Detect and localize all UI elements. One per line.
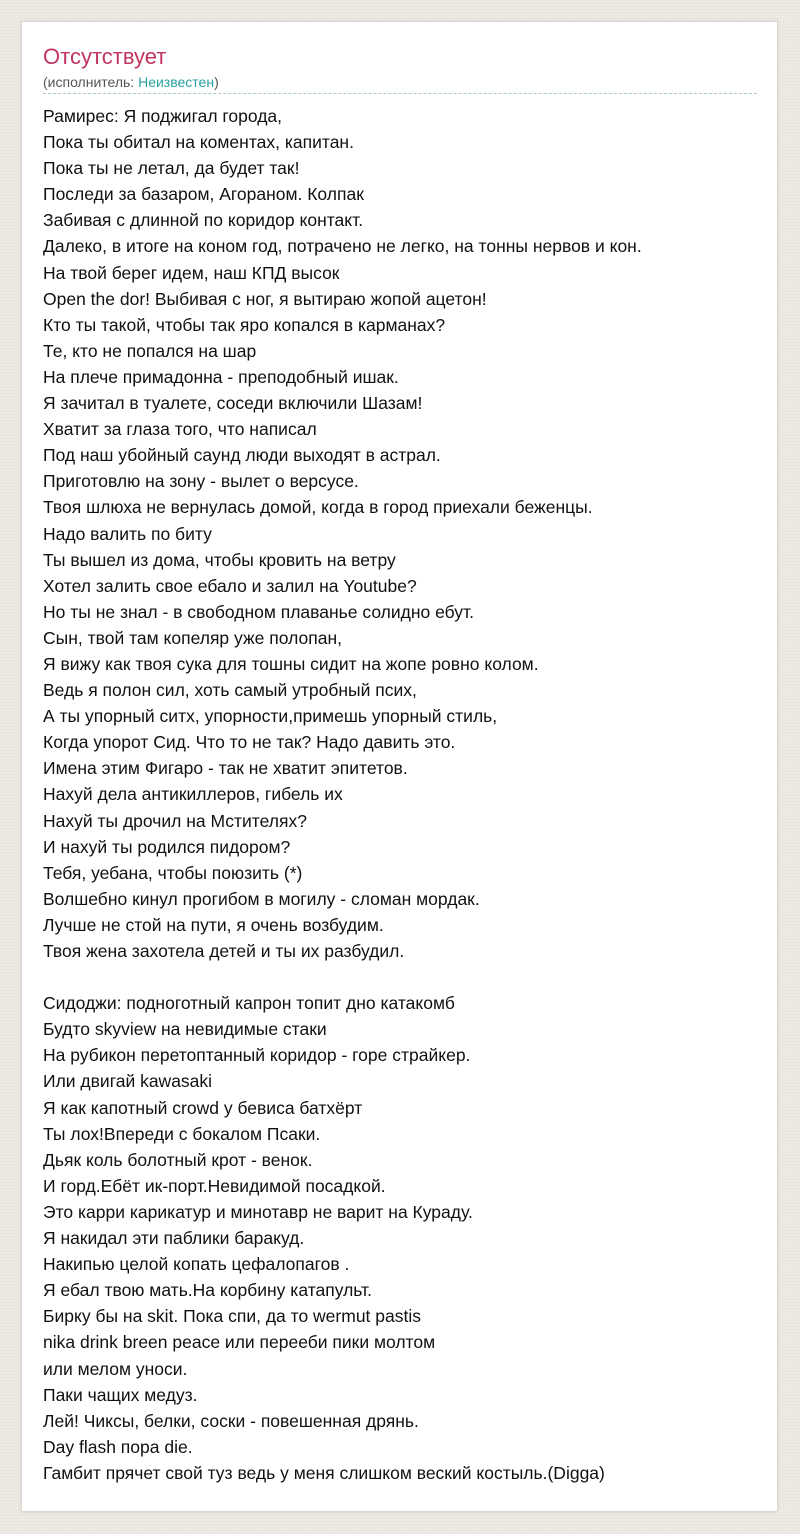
lyric-line: Day flash пора die. xyxy=(43,1436,193,1457)
title-divider xyxy=(43,93,757,94)
lyric-line: На плече примадонна - преподобный ишак. xyxy=(43,366,399,387)
lyric-line: Имена этим Фигаро - так не хватит эпитетов. xyxy=(43,758,408,779)
lyric-line: Это карри карикатур и минотавр не варит на Кураду. xyxy=(43,1201,473,1222)
lyric-line: Я как капотный crowd у бевиса батхёрт xyxy=(43,1097,363,1118)
lyric-line: Волшебно кинул прогибом в могилу - сломан мордак. xyxy=(43,888,480,909)
lyric-line: Но ты не знал - в свободном плаванье солидно ебут. xyxy=(43,601,474,622)
lyric-line: Я ебал твою мать.На корбину катапульт. xyxy=(43,1280,372,1301)
artist-suffix: ) xyxy=(214,74,219,90)
lyric-line: или мелом уноси. xyxy=(43,1358,188,1379)
lyric-line: Рамирес: Я поджигал города, xyxy=(43,106,283,126)
lyric-line: Ты вышел из дома, чтобы кровить на ветру xyxy=(43,549,396,570)
lyric-line: Приготовлю на зону - вылет о версусе. xyxy=(43,471,359,492)
lyric-line: Твоя шлюха не вернулась домой, когда в город приехали беженцы. xyxy=(43,497,593,518)
lyric-line: nika drink breen peace или перееби пики молтом xyxy=(43,1332,436,1353)
lyric-line: Нахуй ты дрочил на Мстителях? xyxy=(43,810,307,831)
lyric-line: Ведь я полон сил, хоть самый утробный псих, xyxy=(43,680,417,701)
blank-line xyxy=(43,964,767,990)
song-title: Отсутствует xyxy=(43,44,167,69)
lyric-line: Пока ты не летал, да будет так! xyxy=(43,158,300,179)
lyric-line: Лучше не стой на пути, я очень возбудим. xyxy=(43,914,384,935)
lyric-line: Последи за базаром, Агораном. Колпак xyxy=(43,184,364,205)
artist-line xyxy=(43,73,219,91)
lyric-line: Паки чащих медуз. xyxy=(43,1384,198,1405)
lyric-line: Дьяк коль болотный крот - венок. xyxy=(43,1149,313,1170)
lyric-line: А ты упорный ситх, упорности,примешь упорный стиль, xyxy=(43,706,498,727)
lyric-line: Гамбит прячет свой туз ведь у меня слишком веский костыль.(Digga) xyxy=(43,1462,605,1483)
lyric-line: Я вижу как твоя сука для тошны сидит на жопе ровно колом. xyxy=(43,653,539,674)
lyric-line: Я зачитал в туалете, соседи включили Шазам! xyxy=(43,393,423,414)
lyric-line: Далеко, в итоге на коном год, потрачено не легко, на тонны нервов и кон. xyxy=(43,236,642,257)
lyric-line: Пока ты обитал на коментах, капитан. xyxy=(43,132,354,153)
lyric-line: Нахуй дела антикиллеров, гибель их xyxy=(43,784,343,805)
artist-link[interactable]: Неизвестен xyxy=(138,74,215,90)
lyric-line: Лей! Чиксы, белки, соски - повешенная дрянь. xyxy=(43,1410,419,1431)
lyric-line: Под наш убойный саунд люди выходят в астрал. xyxy=(43,445,441,466)
lyric-line: Кто ты такой, чтобы так яро копался в карманах? xyxy=(43,314,446,335)
lyric-line: И нахуй ты родился пидором? xyxy=(43,836,291,857)
lyric-line: Бирку бы на skit. Пока спи, да то wermut pastis xyxy=(43,1306,421,1327)
lyric-line: И горд.Ебёт ик-порт.Невидимой посадкой. xyxy=(43,1175,386,1196)
lyric-line: Сын, твой там копеляр уже полопан, xyxy=(43,627,342,648)
lyric-line: Когда упорот Сид. Что то не так? Надо давить это. xyxy=(43,732,456,753)
lyric-line: Сидоджи: подноготный капрон топит дно катакомб xyxy=(43,993,455,1014)
lyric-line: Забивая с длинной по коридор контакт. xyxy=(43,210,364,231)
lyric-line: Тебя, уебана, чтобы поюзить (*) xyxy=(43,862,303,883)
lyric-line: Ты лох!Впереди с бокалом Псаки. xyxy=(43,1123,321,1144)
lyrics-text xyxy=(43,103,767,1486)
lyric-line: Хотел залить свое ебало и залил на Youtube? xyxy=(43,575,417,596)
lyric-line: На рубикон перетоптанный коридор - горе страйкер. xyxy=(43,1045,471,1066)
lyric-line: Надо валить по биту xyxy=(43,523,212,544)
lyrics-card xyxy=(21,21,778,1512)
lyric-line: Open the dor! Выбивая с ног, я вытираю жопой ацетон! xyxy=(43,288,487,309)
lyric-line: Твоя жена захотела детей и ты их разбудил. xyxy=(43,941,405,961)
lyric-line: Те, кто не попался на шар xyxy=(43,340,257,361)
lyric-line: Будто skyview на невидимые стаки xyxy=(43,1019,327,1040)
lyric-line: На твой берег идем, наш КПД высок xyxy=(43,262,340,283)
lyric-line: Хватит за глаза того, что написал xyxy=(43,419,317,440)
lyric-line: Или двигай kawasaki xyxy=(43,1071,213,1092)
lyric-line: Я накидал эти паблики баракуд. xyxy=(43,1228,305,1249)
lyric-line: Накипью целой копать цефалопагов . xyxy=(43,1254,350,1275)
artist-prefix: (исполнитель: xyxy=(43,74,139,90)
